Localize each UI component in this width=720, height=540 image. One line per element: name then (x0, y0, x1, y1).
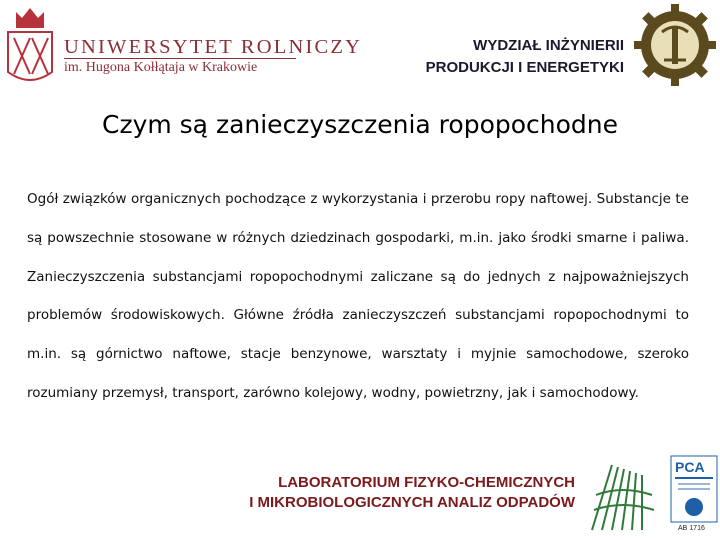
university-subtitle: im. Hugona Kołłątaja w Krakowie (64, 60, 258, 75)
laboratory-name (160, 473, 575, 513)
slide-header (0, 0, 720, 100)
laboratory-line-1: LABORATORIUM FIZYKO-CHEMICZNYCH (278, 474, 575, 491)
laboratory-line-2: I MIKROBIOLOGICZNYCH ANALIZ ODPADÓW (249, 494, 575, 511)
laboratory-logo-icon (582, 455, 662, 535)
slide-body-paragraph: Ogół związków organicznych pochodzące z wykorzystania i przerobu ropy naftowej. Substancje te są powszechnie stosowane w różnych dziedzinach gospodarki, m.in. jako środki smarne i paliwa. Zanieczyszczenia substancjami ropopochodnymi zaliczane są do jednych z najpoważniejszych problemów środowiskowych. Główne źródła zanieczyszczeń substancjami ropopochodnymi to m.in. są górnictwo naftowe, stacje benzynowe, warsztaty i myjnie samochodowe, szeroko rozumiany przemysł, transport, zarówno kolejowy, wodny, powietrzny, jak i samochodowy. (27, 191, 689, 401)
svg-text:PCA: PCA (675, 459, 705, 475)
faculty-line-1: WYDZIAŁ INŻYNIERII (473, 37, 624, 54)
faculty-name (426, 35, 624, 79)
university-crest-icon (2, 2, 58, 92)
faculty-line-2: PRODUKCJI I ENERGETYKI (425, 59, 624, 76)
university-divider (64, 58, 296, 59)
slide-title: Czym są zanieczyszczenia ropopochodne (101, 110, 619, 139)
faculty-gear-emblem-icon (632, 2, 718, 88)
pca-accreditation-number: AB 1716 (678, 525, 705, 532)
university-name: UNIWERSYTET ROLNICZY (64, 36, 363, 58)
